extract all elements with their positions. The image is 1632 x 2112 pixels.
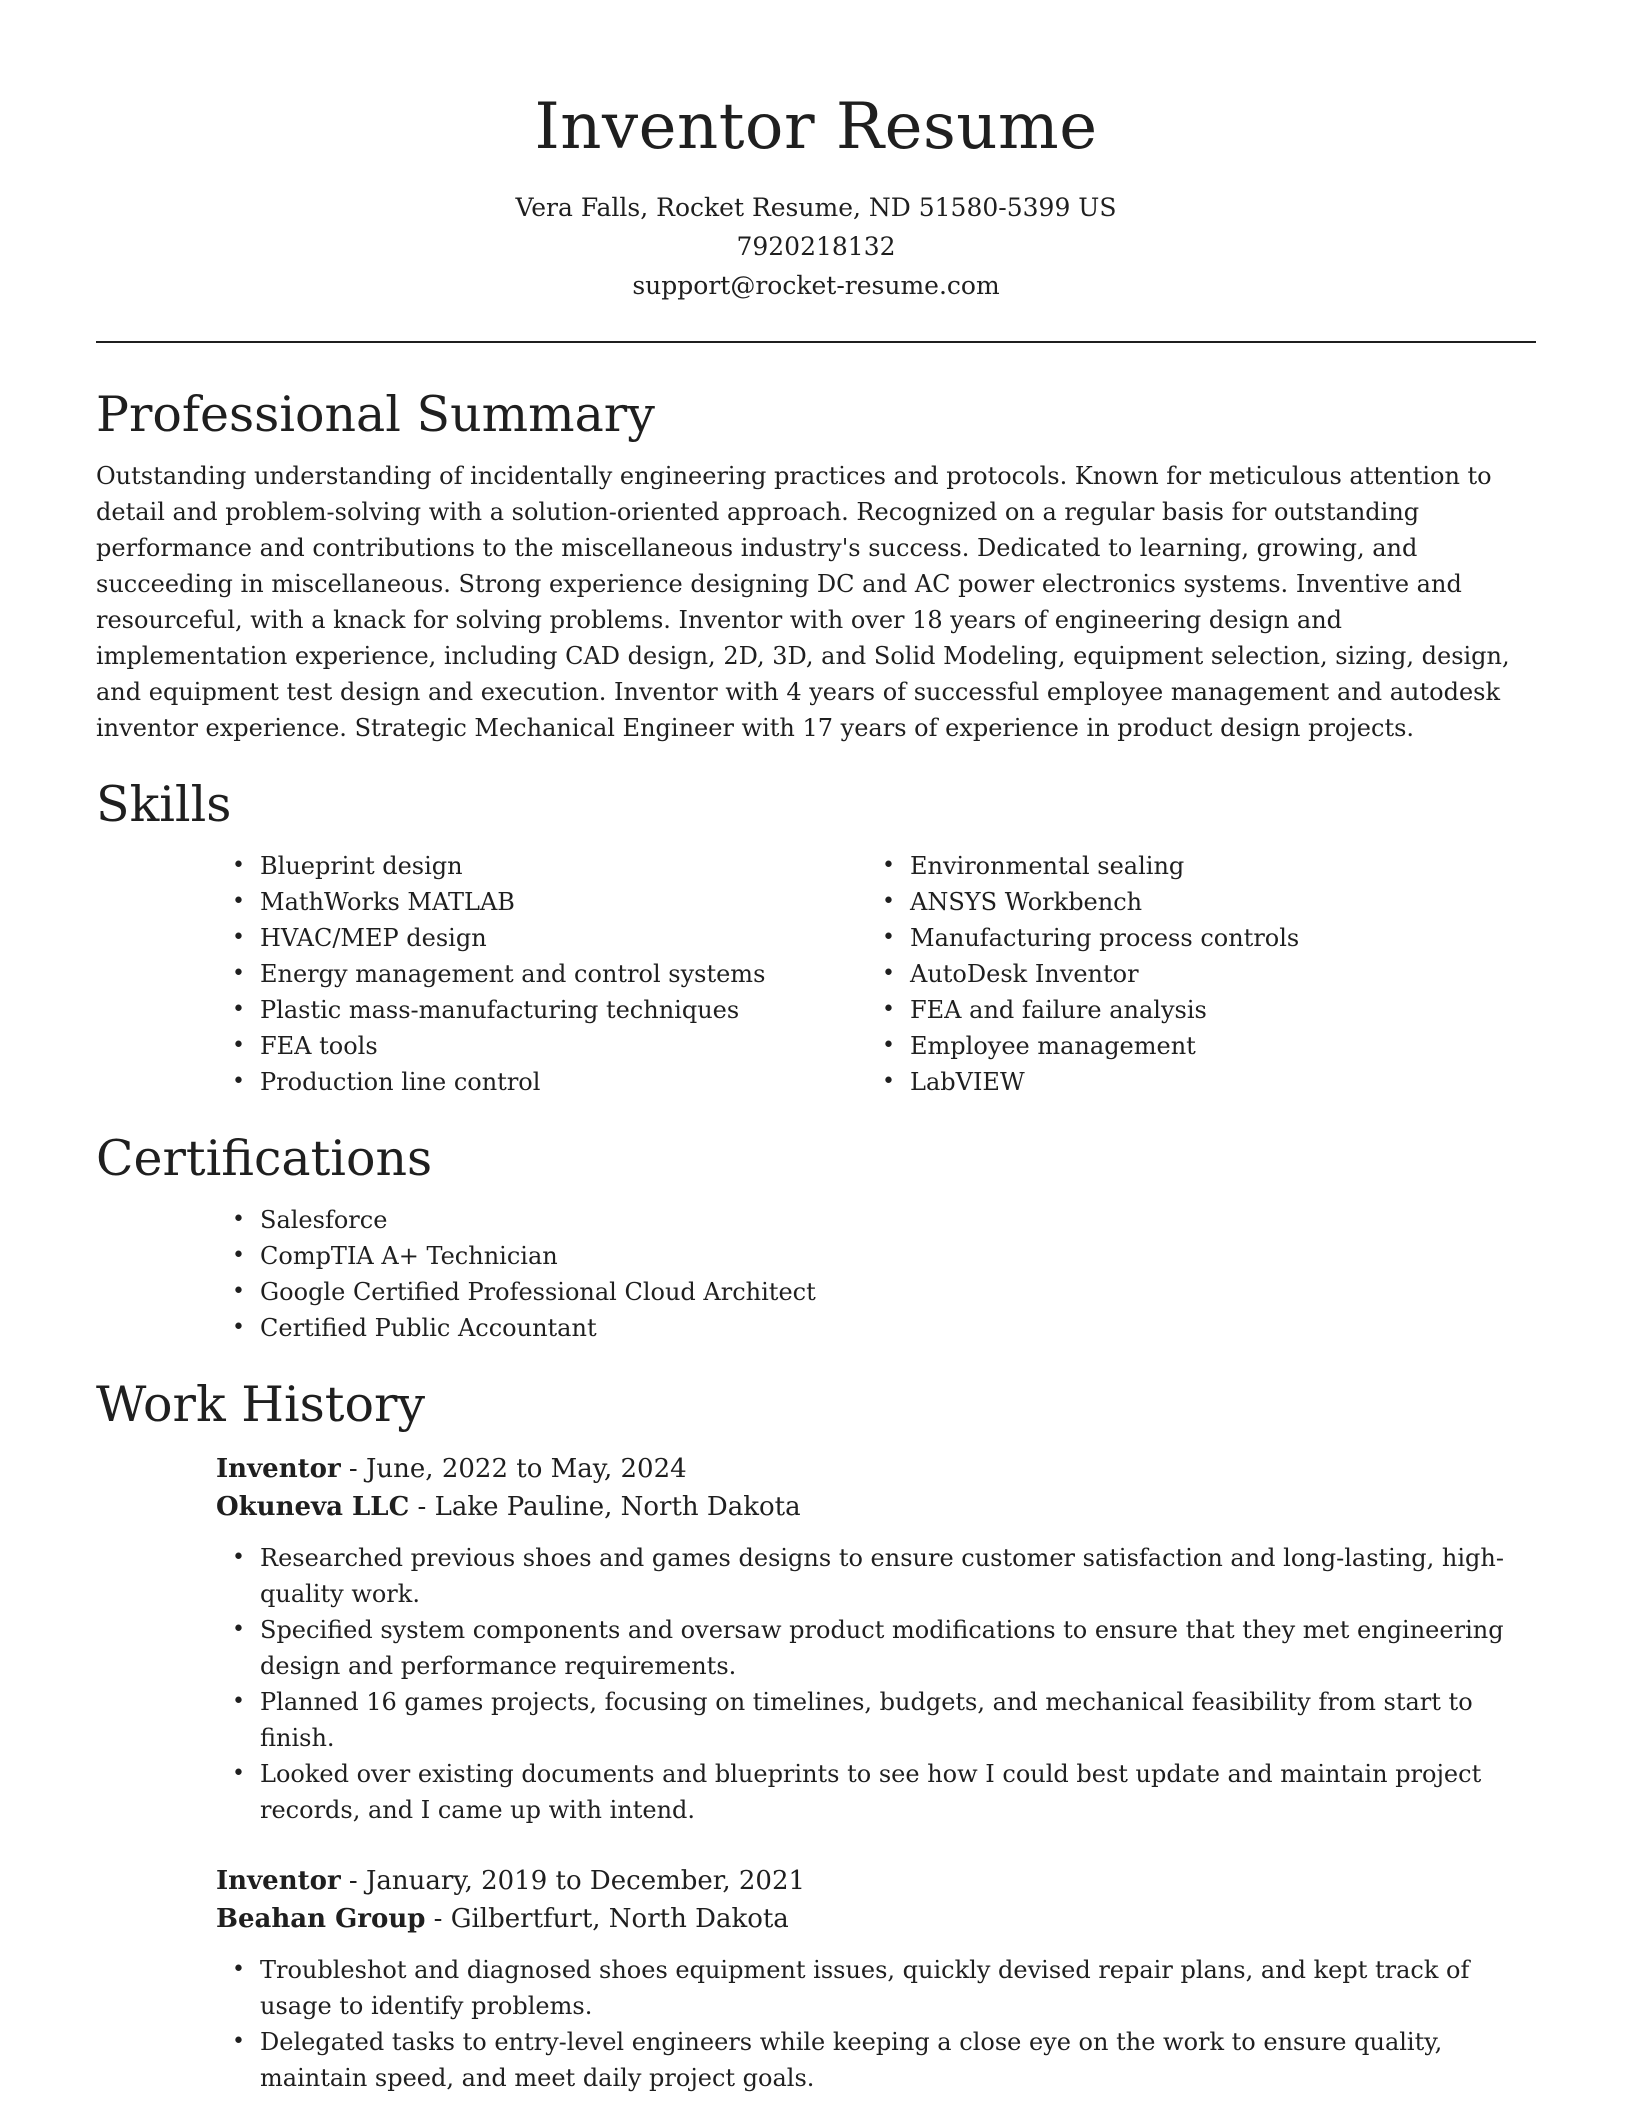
bullet-icon: • <box>232 1033 245 1058</box>
contact-email: support@rocket-resume.com <box>632 271 1000 300</box>
bullet-icon: • <box>882 1033 895 1058</box>
list-item: • AutoDesk Inventor <box>866 956 1516 992</box>
list-item: • Delegated tasks to entry-level engineers while keeping a close eye on the work to ensure quality, maintain speed, and meet daily project goals. <box>216 2024 1536 2096</box>
job-entry <box>216 1450 1536 1828</box>
bullet-icon: • <box>882 853 895 878</box>
list-item: • Blueprint design <box>216 848 866 884</box>
job-bullets <box>216 1540 1536 1828</box>
list-item: • Certified Public Accountant <box>216 1310 1536 1346</box>
list-item: • Troubleshot and diagnosed shoes equipment issues, quickly devised repair plans, and kept track of usage to identify problems. <box>216 1952 1536 2024</box>
bullet-icon: • <box>232 889 245 914</box>
job-company: Okuneva LLC <box>216 1492 410 1522</box>
bullet-icon: • <box>232 1545 245 1570</box>
skills-columns <box>216 848 1536 1100</box>
resume-title: Inventor Resume <box>534 90 1098 164</box>
bullet-icon: • <box>232 925 245 950</box>
job-company-line <box>216 1900 1536 1938</box>
list-item: • Manufacturing process controls <box>866 920 1516 956</box>
skills-section <box>96 770 1536 1100</box>
list-item: • FEA tools <box>216 1028 866 1064</box>
bullet-icon: • <box>232 1315 245 1340</box>
list-item: • CompTIA A+ Technician <box>216 1238 1536 1274</box>
bullet-icon: • <box>882 997 895 1022</box>
job-dates: - June, 2022 to May, 2024 <box>340 1454 687 1484</box>
list-item: • Salesforce <box>216 1202 1536 1238</box>
list-item: • Researched previous shoes and games designs to ensure customer satisfaction and long-lasting, high-quality work. <box>216 1540 1536 1612</box>
bullet-icon: • <box>232 997 245 1022</box>
bullet-icon: • <box>232 1957 245 1982</box>
job-company: Beahan Group <box>216 1904 426 1934</box>
job-title-line <box>216 1450 1536 1488</box>
bullet-icon: • <box>232 1207 245 1232</box>
bullet-icon: • <box>232 1069 245 1094</box>
job-company-line <box>216 1488 1536 1526</box>
list-item: • ANSYS Workbench <box>866 884 1516 920</box>
job-title-line <box>216 1862 1536 1900</box>
bullet-icon: • <box>232 1761 245 1786</box>
skills-list-right <box>866 848 1516 1100</box>
bullet-icon: • <box>882 1069 895 1094</box>
list-item: • Plastic mass-manufacturing techniques <box>216 992 866 1028</box>
skills-heading: Skills <box>96 776 232 833</box>
job-location: - Lake Pauline, North Dakota <box>409 1492 801 1522</box>
work-history-section <box>96 1370 1536 2096</box>
list-item: • Environmental sealing <box>866 848 1516 884</box>
contact-phone: 7920218132 <box>736 232 896 261</box>
resume-body <box>96 380 1536 2096</box>
bullet-icon: • <box>882 925 895 950</box>
certifications-list <box>216 1202 1536 1346</box>
work-history-heading: Work History <box>96 1376 426 1433</box>
skills-list-left <box>216 848 866 1100</box>
list-item: • Employee management <box>866 1028 1516 1064</box>
job-role: Inventor <box>216 1454 341 1484</box>
job-entry <box>216 1862 1536 2096</box>
list-item: • Energy management and control systems <box>216 956 866 992</box>
header-divider <box>96 341 1536 343</box>
summary-heading: Professional Summary <box>96 386 655 443</box>
bullet-icon: • <box>882 889 895 914</box>
list-item: • Google Certified Professional Cloud Architect <box>216 1274 1536 1310</box>
list-item: • Specified system components and oversaw product modifications to ensure that they met engineering design and performance requirements. <box>216 1612 1536 1684</box>
bullet-icon: • <box>232 2029 245 2054</box>
bullet-icon: • <box>232 853 245 878</box>
job-location: - Gilbertfurt, North Dakota <box>425 1904 789 1934</box>
job-bullets <box>216 1952 1536 2096</box>
contact-address: Vera Falls, Rocket Resume, ND 51580-5399 US <box>515 193 1117 222</box>
summary-section <box>96 380 1536 746</box>
certifications-section <box>96 1124 1536 1346</box>
list-item: • LabVIEW <box>866 1064 1516 1100</box>
list-item: • MathWorks MATLAB <box>216 884 866 920</box>
bullet-icon: • <box>232 1243 245 1268</box>
certifications-heading: Certifications <box>96 1130 433 1187</box>
bullet-icon: • <box>232 1617 245 1642</box>
list-item: • Looked over existing documents and blueprints to see how I could best update and maintain project records, and I came up with intend. <box>216 1756 1536 1828</box>
list-item: • Planned 16 games projects, focusing on timelines, budgets, and mechanical feasibility from start to finish. <box>216 1684 1536 1756</box>
bullet-icon: • <box>232 961 245 986</box>
summary-text: Outstanding understanding of incidentally engineering practices and protocols. Known for meticulous attention to detail and problem-solving with a solution-oriented approach. Recognized on a regular basis for outstanding performance and contributions to the miscellaneous industry's success. Dedicated to learning, growing, and succeeding in miscellaneous. Strong experience designing DC and AC power electronics systems. Inventive and resourceful, with a knack for solving problems. Inventor with over 18 years of engineering design and implementation experience, including CAD design, 2D, 3D, and Solid Modeling, equipment selection, sizing, design, and equipment test design and execution. Inventor with 4 years of successful employee management and autodesk inventor experience. Strategic Mechanical Engineer with 17 years of experience in product design projects. <box>96 462 1510 742</box>
job-role: Inventor <box>216 1866 341 1896</box>
bullet-icon: • <box>882 961 895 986</box>
bullet-icon: • <box>232 1689 245 1714</box>
bullet-icon: • <box>232 1279 245 1304</box>
list-item: • Production line control <box>216 1064 866 1100</box>
list-item: • HVAC/MEP design <box>216 920 866 956</box>
resume-header <box>0 0 1632 305</box>
job-dates: - January, 2019 to December, 2021 <box>340 1866 806 1896</box>
list-item: • FEA and failure analysis <box>866 992 1516 1028</box>
